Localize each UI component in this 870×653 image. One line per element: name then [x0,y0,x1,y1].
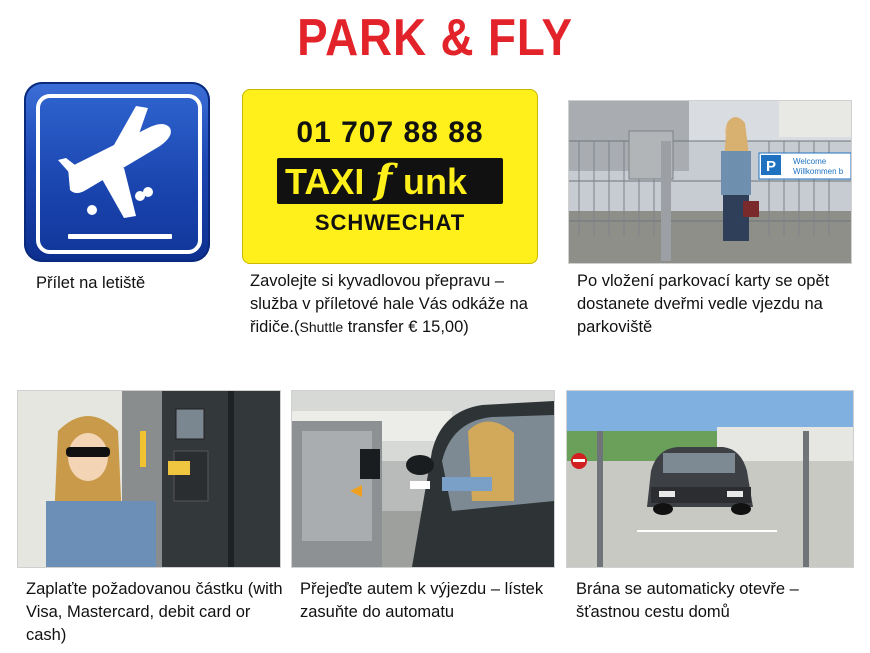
taxi-logo-mark: f [375,156,393,203]
step2-caption [250,270,540,339]
arrival-tile [24,82,210,262]
taxi-logo-right: unk [403,161,468,202]
page-title: PARK & FLY [297,9,573,67]
airplane-landing-icon [36,94,202,254]
payment-machine-photo [17,390,281,568]
step6-caption: Brána se automaticky otevře – šťastnou cestu domů [576,580,799,621]
step2-caption-tail: transfer € 15,00) [343,318,469,336]
gate-entrance-photo [568,100,852,264]
taxi-phone: 01 707 88 88 [296,116,484,149]
taxi-card [242,89,538,264]
taxi-logo [277,158,503,204]
step2-caption-small: Shuttle [299,319,344,335]
step2-caption-main: Zavolejte si kyvadlovou přepravu – služba v příletové hale Vás odkáže na řidiče.( [250,272,528,336]
step1-caption: Přílet na letiště [36,274,146,292]
welcome-sign-text-2: Willkommen b [793,167,844,176]
exit-ticket-photo [291,390,555,568]
step3-caption: Po vložení parkovací karty se opět dostanete dveřmi vedle vjezdu na parkoviště [577,272,830,336]
step5-caption: Přejeďte autem k výjezdu – lístek zasuňte do automatu [300,580,544,621]
gate-opening-photo [566,390,854,568]
step4-caption: Zaplaťte požadovanou částku (with Visa, Mastercard, debit card or cash) [26,580,283,644]
taxi-location: SCHWECHAT [314,210,466,235]
welcome-sign-text: Welcome [793,157,827,166]
taxi-logo-left: TAXI [285,161,365,202]
parking-sign-letter: P [765,158,777,175]
